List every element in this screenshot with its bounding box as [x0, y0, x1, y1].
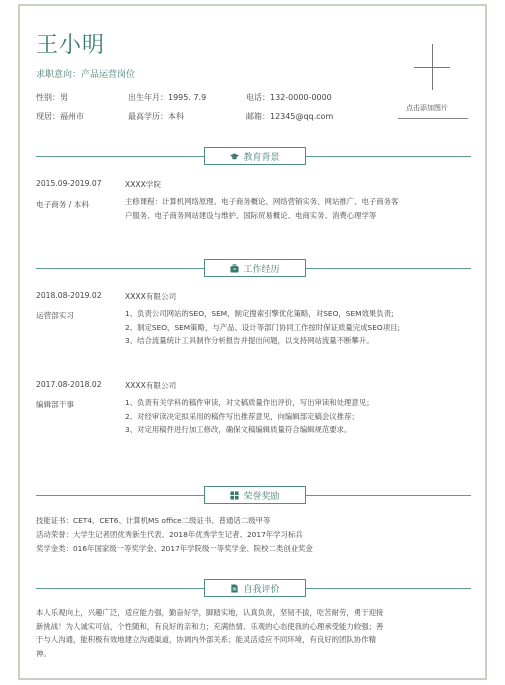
major: 电子商务 / 本科 — [36, 200, 89, 209]
work-role: 编辑部干事 — [36, 400, 74, 409]
address: 现居：福州市 — [36, 112, 84, 121]
duty-line: 1、负责公司网站的SEO，SEM，制定搜索引擎优化策略，对SEO，SEM效果负责; — [125, 309, 394, 318]
school-name: XXXX学院 — [125, 180, 161, 189]
photo-placeholder[interactable] — [398, 38, 468, 122]
work-period: 2018.08-2019.02 — [36, 291, 102, 300]
self-eval-line: 于与人沟通，能积极有效地建立沟通渠道，协调内外部关系；能灵活适应不同环境，有良好的团队协作精 — [36, 635, 376, 644]
work-period: 2017.08-2018.02 — [36, 380, 102, 389]
self-eval-line: 新挑战！为人诚实可信，个性随和，有良好的亲和力；充满热情、乐观的心态使我的心理承受能力较强；善 — [36, 621, 384, 631]
document-icon — [230, 584, 239, 593]
education-level: 最高学历：本科 — [128, 112, 184, 121]
self-evaluation — [36, 606, 383, 660]
gender: 性别：男 — [36, 93, 68, 102]
duty-line: 2、对经审读决定拟采用的稿件写出推荐意见，向编辑部定稿会议推荐； — [125, 411, 359, 421]
birth-date: 出生年月：1995. 7.9 — [128, 93, 207, 102]
honor-line: 技能证书：CET4、CET6、计算机MS office二级证书、普通话二级甲等 — [36, 516, 271, 525]
email: 邮箱：12345@qq.com — [246, 112, 334, 121]
section-title-self — [204, 579, 306, 597]
section-title-text: 工作经历 — [243, 264, 280, 275]
section-title-honors — [204, 486, 306, 504]
honor-line: 奖学金类：016年国家级一等奖学金、2017年学院级一等奖学金、院校二类创业奖金 — [36, 544, 313, 553]
section-title-education — [204, 147, 306, 165]
education-period: 2015.09-2019.07 — [36, 179, 102, 188]
duty-line: 3、对定用稿件进行加工修改，确保文稿编辑质量符合编辑规范要求。 — [125, 425, 352, 434]
course-line: 主修课程：计算机网络原理、电子商务概论、网络营销实务、网站推广、电子商务客 — [125, 197, 399, 206]
honor-line: 活动荣誉：大学生记者团优秀新生代表、2018年优秀学生记者、2017年学习标兵 — [36, 530, 303, 539]
photo-label: 点击添加图片 — [406, 104, 448, 112]
duty-line: 3、结合流量统计工具制作分析报告并提出问题，以支持网站流量不断攀升。 — [125, 336, 374, 345]
plus-icon-horizontal — [414, 67, 450, 68]
honors-list — [36, 514, 313, 556]
work-duties — [125, 307, 400, 348]
company-name: XXXX有限公司 — [125, 381, 177, 390]
candidate-name: 王小明 — [36, 33, 106, 58]
job-intent: 求职意向：产品运营岗位 — [36, 70, 136, 80]
section-title-text: 自我评价 — [243, 584, 280, 595]
phone: 电话：132-0000-0000 — [246, 93, 332, 102]
work-role: 运营部实习 — [36, 311, 74, 320]
section-title-work — [204, 259, 306, 277]
section-title-text: 荣誉奖励 — [243, 491, 280, 502]
self-eval-line: 本人乐观向上，兴趣广泛，适应能力强，勤奋好学，脚踏实地，认真负责，坚韧不拔，吃苦耐劳，勇于迎接 — [36, 608, 384, 617]
work-duties — [125, 396, 374, 437]
photo-underline — [398, 118, 468, 119]
course-line: 户服务、电子商务网站建设与维护、国际贸易概论、电商实务、消费心理学等 — [125, 210, 377, 220]
courses — [125, 195, 398, 222]
company-name: XXXX有限公司 — [125, 292, 177, 301]
duty-line: 1、负责有关学科的稿件审读，对文稿质量作出评价，写出审读和处理意见； — [125, 398, 374, 407]
grid-icon — [230, 491, 239, 500]
self-eval-line: 神。 — [36, 648, 51, 658]
briefcase-icon — [230, 264, 239, 273]
duty-line: 2、制定SEO，SEM策略，与产品、设计等部门协同工作按时保证质量完成SEO项目; — [125, 322, 401, 332]
graduation-cap-icon — [230, 152, 239, 161]
section-title-text: 教育背景 — [243, 152, 280, 163]
